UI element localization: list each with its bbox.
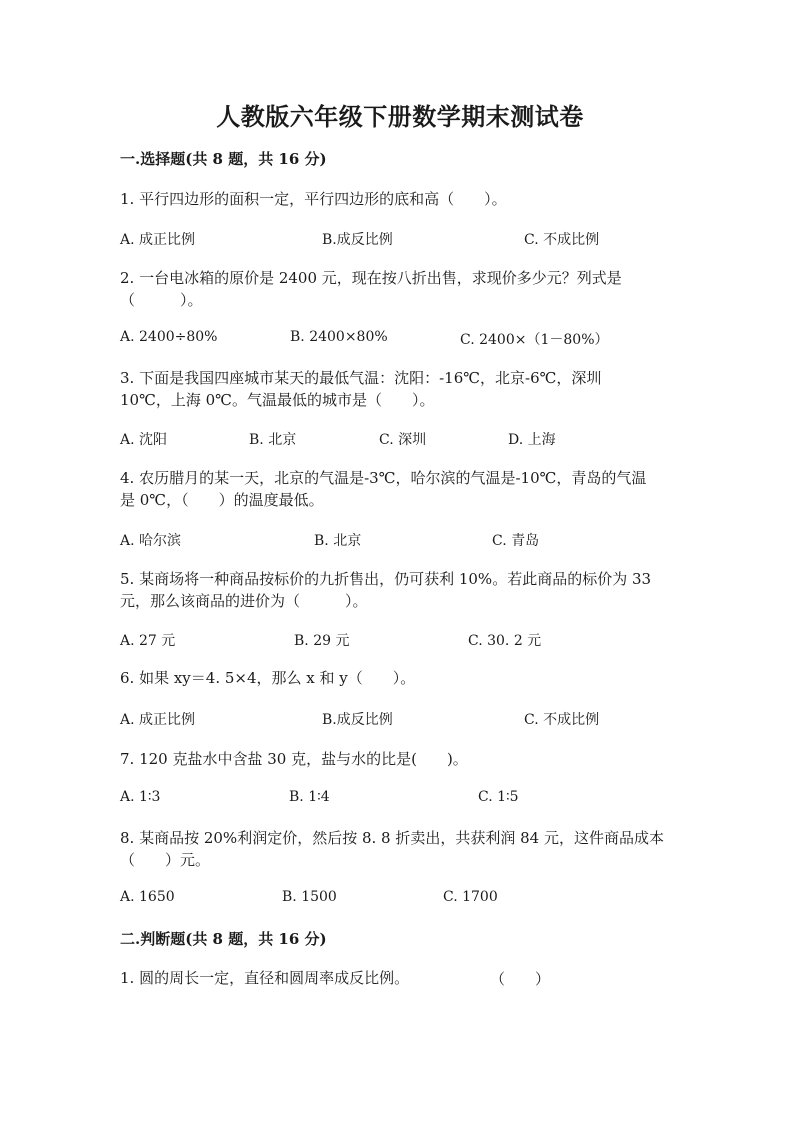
question-line: 10℃，上海 0℃。气温最低的城市是（ ）。 [120, 391, 435, 409]
option-b: B. 29 元 [294, 633, 350, 649]
option-b: B.成反比例 [322, 712, 393, 728]
option-d: D. 上海 [508, 432, 556, 448]
option-c: C. 2400×（1－80%） [460, 332, 609, 348]
question-line: 5. 某商场将一种商品按标价的九折售出，仍可获利 10%。若此商品的标价为 33 [120, 570, 652, 588]
question-line: 8. 某商品按 20%利润定价，然后按 8. 8 折卖出，共获利润 84 元，这件商品成本 [120, 829, 664, 847]
option-c: C. 不成比例 [524, 712, 600, 728]
option-a: A. 成正比例 [120, 232, 196, 248]
question-line: 元，那么该商品的进价为（ ）。 [120, 592, 368, 610]
question-8 [120, 827, 680, 871]
option-c: C. 30. 2 元 [468, 633, 542, 649]
exam-title: 人教版六年级下册数学期末测试卷 [216, 102, 584, 131]
option-b: B. 1∶4 [289, 789, 330, 805]
judgment-question-1 [120, 967, 680, 989]
question-line: （ ）元。 [120, 851, 211, 869]
question-line: 3. 下面是我国四座城市某天的最低气温：沈阳：-16℃，北京-6℃，深圳 [120, 369, 602, 387]
question-4 [120, 467, 680, 511]
answer-blank: （ ） [490, 970, 551, 988]
question-line: （ ）。 [120, 291, 203, 309]
option-c: C. 深圳 [379, 432, 427, 448]
question-line: 1. 平行四边形的面积一定，平行四边形的底和高（ ）。 [120, 190, 507, 208]
question-line: 是 0℃，（ ）的温度最低。 [120, 491, 324, 509]
question-line: 7. 120 克盐水中含盐 30 克，盐与水的比是( )。 [120, 750, 468, 768]
option-c: C. 1700 [443, 889, 498, 905]
question-line: 6. 如果 xy＝4. 5×4，那么 x 和 y（ ）。 [120, 669, 416, 687]
option-a: A. 27 元 [120, 633, 176, 649]
option-b: B. 北京 [314, 533, 362, 549]
question-line: 4. 农历腊月的某一天，北京的气温是-3℃，哈尔滨的气温是-10℃，青岛的气温 [120, 469, 647, 487]
question-2 [120, 267, 680, 311]
question-7 [120, 748, 680, 770]
option-a: A. 1∶3 [120, 789, 161, 805]
question-3 [120, 367, 680, 411]
option-c: C. 不成比例 [524, 232, 600, 248]
option-b: B.成反比例 [322, 232, 393, 248]
question-line: 1. 圆的周长一定，直径和圆周率成反比例。 [120, 969, 410, 987]
option-a: A. 成正比例 [120, 712, 196, 728]
question-5 [120, 568, 680, 612]
section-heading-choice: 一.选择题(共 8 题，共 16 分) [120, 150, 327, 168]
option-a: A. 1650 [120, 889, 175, 905]
option-a: A. 沈阳 [120, 432, 168, 448]
option-b: B. 1500 [282, 889, 337, 905]
option-c: C. 1∶5 [478, 789, 519, 805]
option-c: C. 青岛 [492, 533, 540, 549]
section-heading-judgment: 二.判断题(共 8 题，共 16 分) [120, 930, 327, 948]
question-6 [120, 667, 680, 689]
option-b: B. 北京 [249, 432, 297, 448]
option-a: A. 哈尔滨 [120, 533, 182, 549]
option-a: A. 2400÷80% [120, 329, 218, 345]
question-line: 2. 一台电冰箱的原价是 2400 元，现在按八折出售，求现价多少元？列式是 [120, 269, 622, 287]
question-1 [120, 188, 680, 210]
option-b: B. 2400×80% [290, 329, 388, 345]
